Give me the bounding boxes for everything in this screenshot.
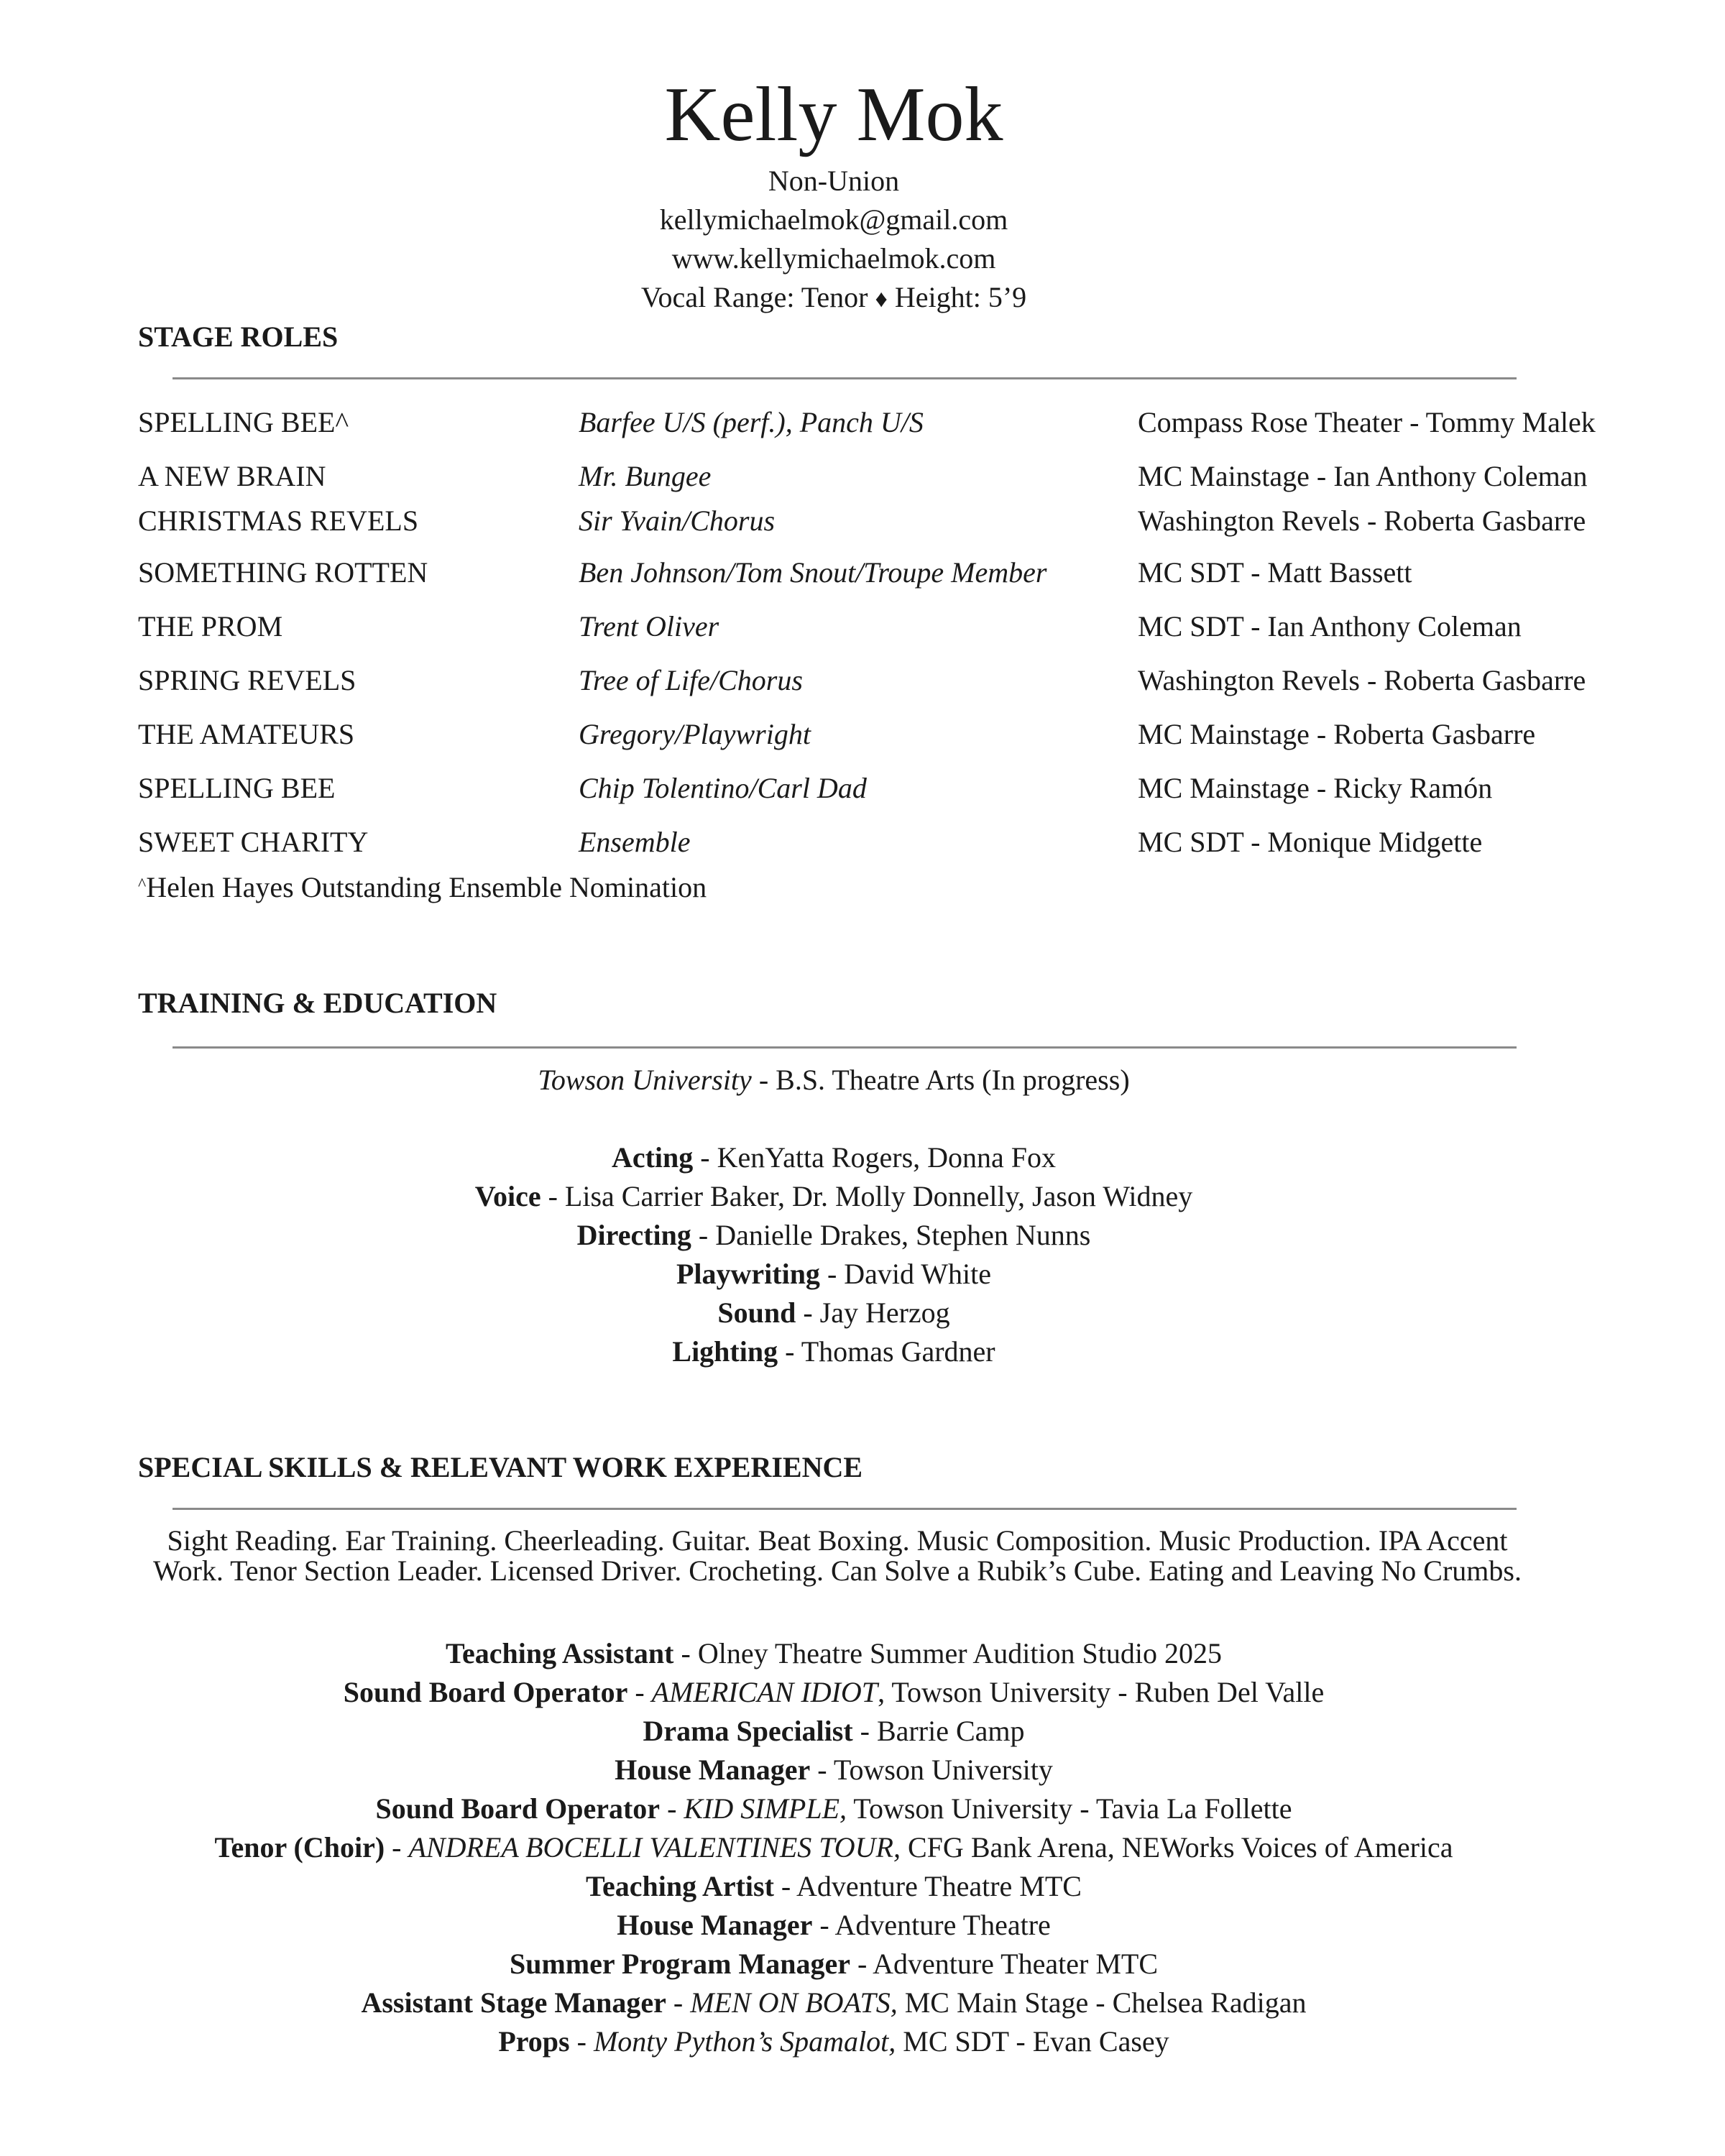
show-title: SOMETHING ROTTEN bbox=[138, 556, 428, 589]
work-position: Drama Specialist bbox=[643, 1715, 853, 1747]
company-director: MC Mainstage - Roberta Gasbarre bbox=[1138, 718, 1536, 750]
work-position: Tenor (Choir) bbox=[214, 1831, 385, 1864]
section-divider bbox=[172, 1508, 1517, 1510]
training-list bbox=[0, 1138, 1668, 1371]
work-venue: , Towson University - Ruben Del Valle bbox=[878, 1676, 1325, 1708]
vitals-line bbox=[0, 278, 1668, 319]
work-production: ANDREA BOCELLI VALENTINES TOUR, bbox=[408, 1831, 901, 1864]
work-position: Teaching Assistant bbox=[445, 1637, 674, 1669]
training-item bbox=[0, 1177, 1668, 1216]
work-venue: CFG Bank Arena, NEWorks Voices of America bbox=[901, 1831, 1453, 1864]
training-heading: TRAINING & EDUCATION bbox=[138, 987, 497, 1019]
work-venue: Towson University bbox=[833, 1754, 1053, 1786]
company-director: MC SDT - Ian Anthony Coleman bbox=[1138, 610, 1522, 642]
training-subject: Voice bbox=[474, 1180, 541, 1212]
show-title: A NEW BRAIN bbox=[138, 460, 326, 492]
show-title: SPELLING BEE^ bbox=[138, 406, 349, 438]
work-production: KID SIMPLE, bbox=[684, 1792, 847, 1825]
footnote-mark: ^ bbox=[138, 875, 147, 894]
work-position: Assistant Stage Manager bbox=[361, 1986, 666, 2019]
separator: - bbox=[773, 1870, 797, 1902]
training-teachers: - KenYatta Rogers, Donna Fox bbox=[693, 1141, 1057, 1174]
vocal-range: Vocal Range: Tenor bbox=[640, 281, 868, 313]
footnote-text: Helen Hayes Outstanding Ensemble Nomination bbox=[146, 871, 707, 903]
training-item bbox=[0, 1138, 1668, 1177]
role-name: Tree of Life/Chorus bbox=[579, 664, 803, 696]
education-block bbox=[0, 1061, 1668, 1100]
separator: - bbox=[810, 1754, 834, 1786]
company-director: MC SDT - Monique Midgette bbox=[1138, 826, 1483, 858]
work-position: House Manager bbox=[617, 1909, 813, 1941]
work-production: MEN ON BOATS, bbox=[690, 1986, 898, 2019]
work-venue: Towson University - Tavia La Follette bbox=[847, 1792, 1292, 1825]
separator: - bbox=[852, 1715, 877, 1747]
separator: - bbox=[660, 1792, 684, 1825]
role-name: Chip Tolentino/Carl Dad bbox=[579, 772, 867, 804]
work-item bbox=[0, 1945, 1668, 1984]
training-subject: Directing bbox=[576, 1219, 691, 1251]
company-director: MC SDT - Matt Bassett bbox=[1138, 556, 1412, 589]
training-teachers: - David White bbox=[819, 1258, 992, 1290]
skills-heading: SPECIAL SKILLS & RELEVANT WORK EXPERIENCE bbox=[138, 1451, 863, 1483]
show-title: SPRING REVELS bbox=[138, 664, 356, 696]
training-item bbox=[0, 1294, 1668, 1332]
work-item bbox=[0, 1984, 1668, 2022]
role-name: Mr. Bungee bbox=[579, 460, 712, 492]
role-name: Ensemble bbox=[579, 826, 691, 858]
company-director: Compass Rose Theater - Tommy Malek bbox=[1138, 406, 1596, 438]
resume-header bbox=[0, 68, 1668, 319]
work-position: Sound Board Operator bbox=[343, 1676, 628, 1708]
company-director: MC Mainstage - Ricky Ramón bbox=[1138, 772, 1493, 804]
work-item bbox=[0, 1906, 1668, 1945]
training-teachers: - Lisa Carrier Baker, Dr. Molly Donnelly, Jason Widney bbox=[540, 1180, 1193, 1212]
separator: - bbox=[850, 1948, 873, 1980]
training-subject: Lighting bbox=[672, 1335, 778, 1368]
work-venue: MC SDT - Evan Casey bbox=[896, 2025, 1169, 2058]
role-name: Barfee U/S (perf.), Panch U/S bbox=[579, 406, 924, 438]
work-venue: Adventure Theater MTC bbox=[873, 1948, 1158, 1980]
training-item bbox=[0, 1216, 1668, 1255]
stage-roles-heading: STAGE ROLES bbox=[138, 321, 339, 353]
work-venue: Barrie Camp bbox=[877, 1715, 1025, 1747]
special-skills-text: Sight Reading. Ear Training. Cheerleading. Guitar. Beat Boxing. Music Composition. Music Production. IPA Accent Work. Tenor Section Leader. Licensed Driver. Crocheting. Can Solve a Rubik’s Cube. Eating and Leaving No Crumbs. bbox=[153, 1524, 1522, 1587]
separator: - bbox=[666, 1986, 691, 2019]
show-title: THE AMATEURS bbox=[138, 718, 355, 750]
training-subject: Sound bbox=[717, 1296, 796, 1329]
work-experience-list bbox=[0, 1634, 1668, 2061]
show-title: CHRISTMAS REVELS bbox=[138, 505, 419, 537]
training-teachers: - Danielle Drakes, Stephen Nunns bbox=[691, 1219, 1091, 1251]
work-position: Sound Board Operator bbox=[375, 1792, 661, 1825]
education-line bbox=[0, 1061, 1668, 1100]
work-venue: MC Main Stage - Chelsea Radigan bbox=[897, 1986, 1307, 2019]
training-subject: Acting bbox=[611, 1141, 694, 1174]
training-item bbox=[0, 1255, 1668, 1294]
role-name: Trent Oliver bbox=[579, 610, 719, 642]
website-address: www.kellymichaelmok.com bbox=[671, 242, 996, 275]
training-item bbox=[0, 1332, 1668, 1371]
company-director: MC Mainstage - Ian Anthony Coleman bbox=[1138, 460, 1588, 492]
role-name: Gregory/Playwright bbox=[579, 718, 811, 750]
company-director: Washington Revels - Roberta Gasbarre bbox=[1138, 664, 1586, 696]
work-item bbox=[0, 1751, 1668, 1789]
training-subject: Playwriting bbox=[676, 1258, 820, 1290]
work-item bbox=[0, 1867, 1668, 1906]
work-item bbox=[0, 1634, 1668, 1673]
work-production: AMERICAN IDIOT bbox=[651, 1676, 878, 1708]
performer-name: Kelly Mok bbox=[664, 72, 1003, 157]
section-divider bbox=[172, 1046, 1517, 1049]
degree: - B.S. Theatre Arts (In progress) bbox=[751, 1064, 1130, 1096]
diamond-divider-icon: ♦ bbox=[875, 286, 888, 313]
work-venue: Olney Theatre Summer Audition Studio 2025 bbox=[697, 1637, 1223, 1669]
school-name: Towson University bbox=[538, 1064, 752, 1096]
work-item bbox=[0, 1712, 1668, 1751]
separator: - bbox=[627, 1676, 652, 1708]
show-title: SWEET CHARITY bbox=[138, 826, 369, 858]
work-venue: Adventure Theatre bbox=[834, 1909, 1051, 1941]
work-position: Props bbox=[498, 2025, 570, 2058]
work-venue: Adventure Theatre MTC bbox=[796, 1870, 1082, 1902]
work-item bbox=[0, 1673, 1668, 1712]
show-title: THE PROM bbox=[138, 610, 283, 642]
award-footnote bbox=[138, 870, 707, 906]
work-item bbox=[0, 2022, 1668, 2061]
training-teachers: - Jay Herzog bbox=[796, 1296, 950, 1329]
company-director: Washington Revels - Roberta Gasbarre bbox=[1138, 505, 1586, 537]
work-position: House Manager bbox=[615, 1754, 811, 1786]
show-title: SPELLING BEE bbox=[138, 772, 336, 804]
union-status: Non-Union bbox=[768, 165, 900, 197]
role-name: Sir Yvain/Chorus bbox=[579, 505, 776, 537]
section-divider bbox=[172, 377, 1517, 379]
email-address: kellymichaelmok@gmail.com bbox=[659, 203, 1008, 236]
work-position: Teaching Artist bbox=[586, 1870, 774, 1902]
role-name: Ben Johnson/Tom Snout/Troupe Member bbox=[579, 556, 1047, 589]
separator: - bbox=[569, 2025, 594, 2058]
work-position: Summer Program Manager bbox=[509, 1948, 850, 1980]
work-item bbox=[0, 1828, 1668, 1867]
work-production: Monty Python’s Spamalot, bbox=[593, 2025, 896, 2058]
separator: - bbox=[812, 1909, 835, 1941]
height: Height: 5’9 bbox=[894, 281, 1027, 313]
separator: - bbox=[673, 1637, 698, 1669]
training-teachers: - Thomas Gardner bbox=[778, 1335, 995, 1368]
separator: - bbox=[385, 1831, 409, 1864]
work-item bbox=[0, 1789, 1668, 1828]
